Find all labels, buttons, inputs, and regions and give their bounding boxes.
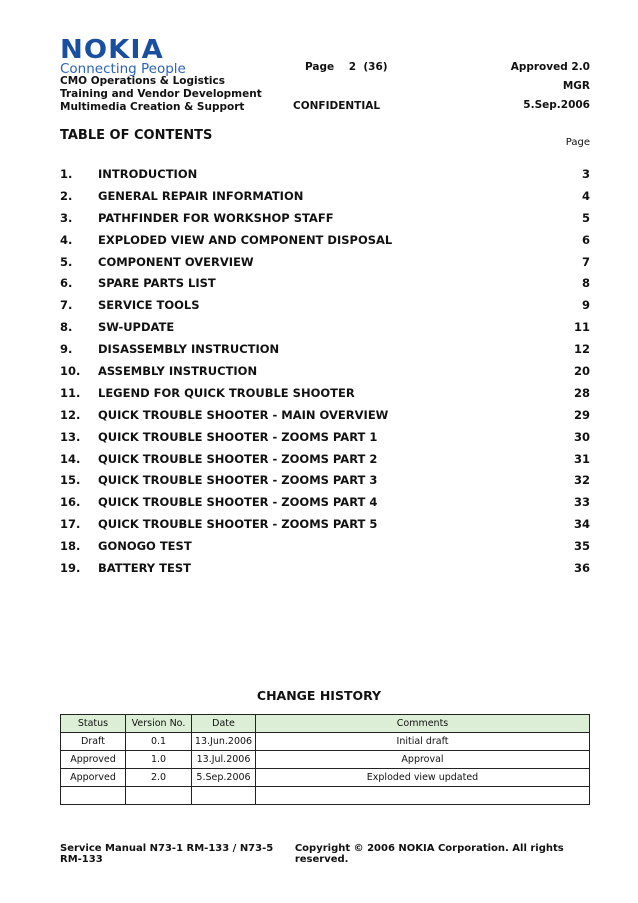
table-cell: 13.Jun.2006 [192, 733, 256, 751]
toc-item[interactable] [60, 382, 590, 404]
toc-item-title: GENERAL REPAIR INFORMATION [98, 188, 304, 203]
toc-item[interactable] [60, 272, 590, 294]
toc-item-number: 2. [60, 188, 73, 203]
owner: MGR [562, 80, 590, 92]
column-header: Comments [256, 715, 590, 733]
toc-item[interactable] [60, 557, 590, 579]
toc-item[interactable] [60, 163, 590, 185]
table-cell: 0.1 [126, 733, 192, 751]
toc-item-number: 19. [60, 560, 81, 575]
toc-item-number: 13. [60, 429, 81, 444]
footer-copyright: Copyright © 2006 NOKIA Corporation. All rights reserved. [294, 843, 564, 865]
toc-item-number: 3. [60, 210, 73, 225]
footer-manual-title: Service Manual N73-1 RM-133 / N73-5 RM-133 [60, 843, 274, 865]
toc-item[interactable] [60, 207, 590, 229]
toc-item-number: 17. [60, 517, 81, 532]
approval-status: Approved 2.0 [510, 61, 590, 73]
dept-line: Multimedia Creation & Support [60, 101, 245, 113]
toc-item-page: 33 [573, 495, 590, 510]
footer [60, 843, 590, 865]
toc-item[interactable] [60, 426, 590, 448]
doc-date: 5.Sep.2006 [523, 99, 590, 111]
toc-item[interactable] [60, 251, 590, 273]
table-cell: 5.Sep.2006 [192, 769, 256, 787]
document-status-block [511, 61, 590, 118]
toc-item-number: 8. [60, 320, 73, 335]
toc-item-page: 28 [573, 385, 590, 400]
table-cell: Approved [61, 751, 126, 769]
toc-item-page: 32 [573, 473, 590, 488]
toc-item-title: QUICK TROUBLE SHOOTER - MAIN OVERVIEW [98, 407, 389, 422]
toc-item[interactable] [60, 513, 590, 535]
change-history-title: CHANGE HISTORY [256, 688, 382, 703]
toc-item-title: QUICK TROUBLE SHOOTER - ZOOMS PART 4 [98, 495, 378, 510]
table-cell: 2.0 [126, 769, 192, 787]
department-block [60, 75, 262, 114]
table-cell [256, 787, 590, 805]
toc-item[interactable] [60, 185, 590, 207]
toc-item-title: QUICK TROUBLE SHOOTER - ZOOMS PART 2 [98, 451, 378, 466]
toc-item[interactable] [60, 316, 590, 338]
toc-item[interactable] [60, 469, 590, 491]
toc-item-title: INTRODUCTION [98, 166, 198, 181]
toc-item-number: 9. [60, 342, 73, 357]
toc-item-number: 7. [60, 298, 73, 313]
toc-item-number: 18. [60, 539, 81, 554]
table-cell: 13.Jul.2006 [192, 751, 256, 769]
toc-item-page: 20 [573, 363, 590, 378]
toc-item-title: QUICK TROUBLE SHOOTER - ZOOMS PART 3 [98, 473, 378, 488]
table-cell: Approval [256, 751, 590, 769]
change-history-table [60, 714, 590, 805]
table-header-row [61, 715, 590, 733]
toc-list [60, 163, 590, 579]
table-row [61, 769, 590, 787]
toc-item-title: DISASSEMBLY INSTRUCTION [98, 342, 280, 357]
nokia-logo [60, 35, 186, 77]
toc-item-number: 10. [60, 363, 81, 378]
toc-item-page: 36 [573, 560, 590, 575]
toc-item[interactable] [60, 294, 590, 316]
column-header: Status [61, 715, 126, 733]
toc-page-label: Page [565, 137, 590, 148]
column-header: Version No. [126, 715, 192, 733]
toc-item[interactable] [60, 491, 590, 513]
table-cell [126, 787, 192, 805]
toc-item-title: PATHFINDER FOR WORKSHOP STAFF [98, 210, 334, 225]
toc-item-page: 4 [581, 188, 590, 203]
toc-item-number: 12. [60, 407, 81, 422]
toc-item-number: 15. [60, 473, 81, 488]
table-row [61, 751, 590, 769]
table-row [61, 787, 590, 805]
toc-item-title: QUICK TROUBLE SHOOTER - ZOOMS PART 5 [98, 517, 378, 532]
toc-item-title: SW-UPDATE [98, 320, 175, 335]
toc-item-title: SERVICE TOOLS [98, 298, 200, 313]
column-header: Date [192, 715, 256, 733]
table-cell [61, 787, 126, 805]
toc-item-page: 35 [573, 539, 590, 554]
table-cell: 1.0 [126, 751, 192, 769]
toc-item[interactable] [60, 448, 590, 470]
toc-item[interactable] [60, 229, 590, 251]
toc-item-number: 4. [60, 232, 73, 247]
toc-item-number: 1. [60, 166, 73, 181]
confidential-label: CONFIDENTIAL [293, 100, 381, 112]
toc-item-page: 5 [581, 210, 590, 225]
table-cell: Initial draft [256, 733, 590, 751]
toc-item-page: 9 [581, 298, 590, 313]
toc-item-page: 6 [581, 232, 590, 247]
toc-item-title: BATTERY TEST [98, 560, 191, 575]
toc-item-page: 12 [573, 342, 590, 357]
toc-item[interactable] [60, 535, 590, 557]
table-cell: Exploded view updated [256, 769, 590, 787]
table-row [61, 733, 590, 751]
toc-item-number: 6. [60, 276, 73, 291]
toc-item-page: 34 [573, 517, 590, 532]
toc-item[interactable] [60, 404, 590, 426]
toc-title: TABLE OF CONTENTS [60, 128, 213, 143]
toc-item-number: 5. [60, 254, 73, 269]
table-cell: Draft [61, 733, 126, 751]
table-cell: Apporved [61, 769, 126, 787]
toc-item-title: GONOGO TEST [98, 539, 192, 554]
toc-item-page: 29 [573, 407, 590, 422]
toc-item-title: QUICK TROUBLE SHOOTER - ZOOMS PART 1 [98, 429, 378, 444]
toc-item-number: 16. [60, 495, 81, 510]
toc-item-title: SPARE PARTS LIST [98, 276, 216, 291]
toc-item-number: 11. [60, 385, 81, 400]
toc-item-page: 8 [581, 276, 590, 291]
toc-item-title: ASSEMBLY INSTRUCTION [98, 363, 258, 378]
dept-line: Training and Vendor Development [60, 88, 262, 100]
toc-item-title: LEGEND FOR QUICK TROUBLE SHOOTER [98, 385, 355, 400]
toc-item-number: 14. [60, 451, 81, 466]
toc-item-page: 30 [573, 429, 590, 444]
logo-tagline: Connecting People [60, 61, 186, 77]
toc-item-title: COMPONENT OVERVIEW [98, 254, 254, 269]
toc-item-title: EXPLODED VIEW AND COMPONENT DISPOSAL [98, 232, 393, 247]
toc-item-page: 7 [581, 254, 590, 269]
page-number: Page 2 (36) [305, 61, 388, 73]
table-cell [192, 787, 256, 805]
toc-item[interactable] [60, 360, 590, 382]
toc-item-page: 3 [581, 166, 590, 181]
toc-item[interactable] [60, 338, 590, 360]
logo-brand: NOKIA [60, 35, 164, 65]
toc-item-page: 31 [573, 451, 590, 466]
dept-line: CMO Operations & Logistics [60, 75, 225, 87]
toc-item-page: 11 [573, 320, 590, 335]
